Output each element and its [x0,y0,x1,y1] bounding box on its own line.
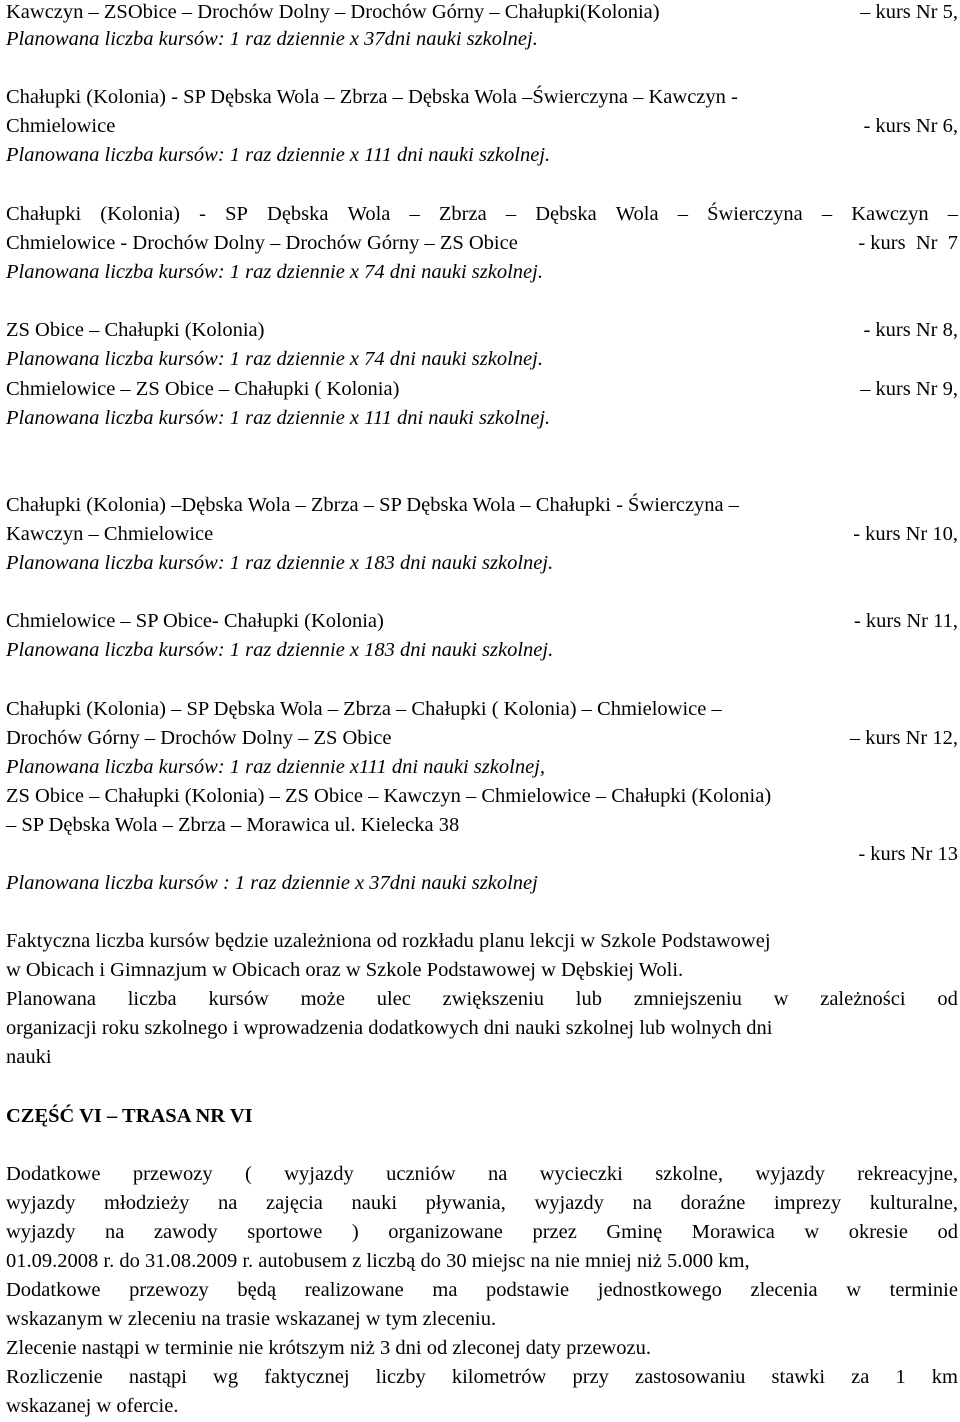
extra-word: nauki [351,1192,398,1214]
extra-word: na [218,1192,238,1214]
route-13-stops-line1: ZS Obice – Chałupki (Kolonia) – ZS Obice – Kawczyn – Chmielowice – Chałupki (Kolonia) [6,785,772,807]
extra-word: kilometrów [451,1366,547,1388]
extra-word: Gminę [606,1221,663,1243]
note-line-5: nauki [6,1046,52,1068]
route-6-course-number: - kurs Nr 6, [863,115,958,137]
route-10-line2 [6,520,958,549]
route-5-line [6,0,958,27]
extra-word: przez [532,1221,577,1243]
note-word: zmniejszeniu [633,988,742,1010]
route-5-plan: Planowana liczba kursów: 1 raz dziennie x 37dni nauki szkolnej. [6,28,538,50]
route-11-course-number: - kurs Nr 11, [853,610,958,632]
note-line-2: w Obicach i Gimnazjum w Obicach oraz w Szkole Podstawowej w Dębskiej Woli. [6,959,684,981]
extra-word: organizowane [388,1221,503,1243]
note-word: kursów [208,988,269,1010]
extra-word: wyjazdy [6,1221,76,1243]
section-heading: CZĘŚĆ VI – TRASA NR VI [6,1105,253,1127]
route-7-course-number: - kurs Nr 7 [858,232,958,254]
route-10-course-number: - kurs Nr 10, [853,523,958,545]
route-7-stops-line2: Chmielowice - Drochów Dolny – Drochów Górny – ZS Obice [6,232,518,254]
route-9-stops: Chmielowice – ZS Obice – Chałupki ( Kolonia) [6,378,400,400]
route-7-word: Świerczyna [707,203,803,225]
route-7-line2 [6,229,958,258]
route-7-word: (Kolonia) [100,203,180,225]
extra-word: młodzieży [104,1192,190,1214]
extra-word: terminie [889,1279,958,1301]
route-7-plan: Planowana liczba kursów: 1 raz dziennie x 74 dni nauki szkolnej. [6,261,543,283]
route-10-stops-line1: Chałupki (Kolonia) –Dębska Wola – Zbrza – SP Dębska Wola – Chałupki - Świerczyna – [6,494,740,516]
route-8-course-number: - kurs Nr 8, [863,319,958,341]
extra-line-7: Zlecenie nastąpi w terminie nie krótszym niż 3 dni od zleconej daty przewozu. [6,1337,651,1359]
extra-word: wg [213,1366,239,1388]
route-12-stops-line2: Drochów Górny – Drochów Dolny – ZS Obice [6,727,392,749]
extra-word: wyjazdy [284,1163,354,1185]
extra-line-3 [6,1218,958,1247]
route-7-word: – [505,203,517,225]
note-word: zależności [820,988,906,1010]
extra-word: Dodatkowe [6,1279,101,1301]
route-7-word: – [821,203,833,225]
route-7-word: Chałupki [6,203,82,225]
route-8-stops: ZS Obice – Chałupki (Kolonia) [6,319,265,341]
extra-word: będą [237,1279,277,1301]
route-7-word: SP [225,203,248,225]
route-12-plan: Planowana liczba kursów: 1 raz dziennie x111 dni nauki szkolnej, [6,756,546,778]
route-6-stops-line1: Chałupki (Kolonia) - SP Dębska Wola – Zbrza – Dębska Wola –Świerczyna – Kawczyn - [6,86,738,108]
extra-word: faktycznej [264,1366,350,1388]
route-11-plan: Planowana liczba kursów: 1 raz dziennie x 183 dni nauki szkolnej. [6,639,554,661]
extra-word: ) [351,1221,359,1243]
route-6-stops-line2: Chmielowice [6,115,116,137]
extra-word: doraźne [680,1192,746,1214]
extra-word: podstawie [486,1279,570,1301]
route-5-stops: Kawczyn – ZSObice – Drochów Dolny – Drochów Górny – Chałupki(Kolonia) [6,1,660,23]
route-5-course-number: – kurs Nr 5, [860,1,958,23]
note-word: zwiększeniu [442,988,544,1010]
route-7-word: Zbrza [438,203,487,225]
route-7-word: Wola [347,203,391,225]
extra-line-5 [6,1276,958,1305]
extra-word: kulturalne, [869,1192,958,1214]
route-8-plan: Planowana liczba kursów: 1 raz dziennie x 74 dni nauki szkolnej. [6,348,543,370]
route-6-line2 [6,112,958,141]
extra-word: za [851,1366,870,1388]
extra-word: przy [572,1366,609,1388]
route-9-line [6,375,958,404]
route-11-stops: Chmielowice – SP Obice- Chałupki (Kolonia) [6,610,384,632]
route-7-word: Kawczyn [851,203,929,225]
note-line-4: organizacji roku szkolnego i wprowadzenia dodatkowych dni nauki szkolnej lub wolnych dni [6,1017,773,1039]
note-line-3 [6,985,958,1014]
extra-word: rekreacyjne, [857,1163,958,1185]
extra-word: km [931,1366,958,1388]
extra-word: zawody [153,1221,218,1243]
extra-line-1 [6,1160,958,1189]
extra-line-6: wskazanym w zleceniu na trasie wskazanej w tym zleceniu. [6,1308,497,1330]
extra-word: szkolne, [655,1163,723,1185]
route-7-word: Dębska [535,203,597,225]
extra-word: realizowane [304,1279,404,1301]
note-word: ulec [376,988,411,1010]
note-word: od [937,988,958,1010]
extra-word: przewozy [129,1279,209,1301]
extra-word: Morawica [691,1221,775,1243]
route-6-plan: Planowana liczba kursów: 1 raz dziennie x 111 dni nauki szkolnej. [6,144,551,166]
extra-word: Rozliczenie [6,1366,103,1388]
extra-word: nastąpi [128,1366,187,1388]
extra-word: ma [432,1279,458,1301]
route-12-course-number: – kurs Nr 12, [849,727,958,749]
route-7-word: – [409,203,420,225]
extra-word: jednostkowego [597,1279,722,1301]
extra-word: w [846,1279,862,1301]
extra-word: na [632,1192,652,1214]
extra-word: zlecenia [750,1279,818,1301]
note-word: liczba [127,988,177,1010]
extra-word: zajęcia [265,1192,323,1214]
route-9-plan: Planowana liczba kursów: 1 raz dziennie x 111 dni nauki szkolnej. [6,407,551,429]
route-12-line2 [6,724,958,753]
route-9-course-number: – kurs Nr 9, [860,378,958,400]
extra-word: wyjazdy [534,1192,604,1214]
route-7-stops-line1 [6,200,958,229]
note-word: w [773,988,789,1010]
route-12-stops-line1: Chałupki (Kolonia) – SP Dębska Wola – Zbrza – Chałupki ( Kolonia) – Chmielowice – [6,698,722,720]
note-word: lub [575,988,602,1010]
route-7-word: Wola [615,203,659,225]
extra-word: od [937,1221,958,1243]
route-11-line [6,607,958,636]
extra-word: w [804,1221,820,1243]
extra-word: pływania, [425,1192,506,1214]
extra-word: liczby [375,1366,426,1388]
extra-word: imprezy [773,1192,842,1214]
note-word: może [300,988,345,1010]
note-line-1: Faktyczna liczba kursów będzie uzależniona od rozkładu planu lekcji w Szkole Podstawowej [6,930,771,952]
route-13-course-line [6,840,958,869]
route-7-word: – [677,203,688,225]
route-8-line [6,316,958,345]
extra-line-2 [6,1189,958,1218]
extra-word: sportowe [247,1221,323,1243]
route-7-word: - [199,203,206,225]
extra-word: wycieczki [539,1163,623,1185]
extra-line-9: wskazanej w ofercie. [6,1395,179,1417]
route-13-stops-line2: – SP Dębska Wola – Zbrza – Morawica ul. Kielecka 38 [6,814,460,836]
extra-word: stawki [771,1366,826,1388]
extra-word: wyjazdy [755,1163,825,1185]
extra-word: wyjazdy [6,1192,76,1214]
route-13-plan: Planowana liczba kursów : 1 raz dziennie x 37dni nauki szkolnej [6,872,538,894]
extra-word: uczniów [386,1163,456,1185]
extra-word: Dodatkowe [6,1163,101,1185]
route-7-word: Dębska [267,203,329,225]
extra-word: zastosowaniu [634,1366,746,1388]
route-13-course-number: - kurs Nr 13 [858,843,958,865]
extra-line-4: 01.09.2008 r. do 31.08.2009 r. autobusem z liczbą do 30 miejsc na nie mniej niż 5.000 km, [6,1250,750,1272]
extra-word: ( [245,1163,252,1185]
extra-word: przewozy [132,1163,213,1185]
extra-line-8 [6,1363,958,1392]
extra-word: na [487,1163,508,1185]
route-10-stops-line2: Kawczyn – Chmielowice [6,523,214,545]
route-7-word: – [947,203,958,225]
extra-word: okresie [848,1221,908,1243]
extra-word: 1 [895,1366,906,1388]
route-10-plan: Planowana liczba kursów: 1 raz dziennie x 183 dni nauki szkolnej. [6,552,554,574]
note-word: Planowana [6,988,96,1010]
extra-word: na [105,1221,125,1243]
